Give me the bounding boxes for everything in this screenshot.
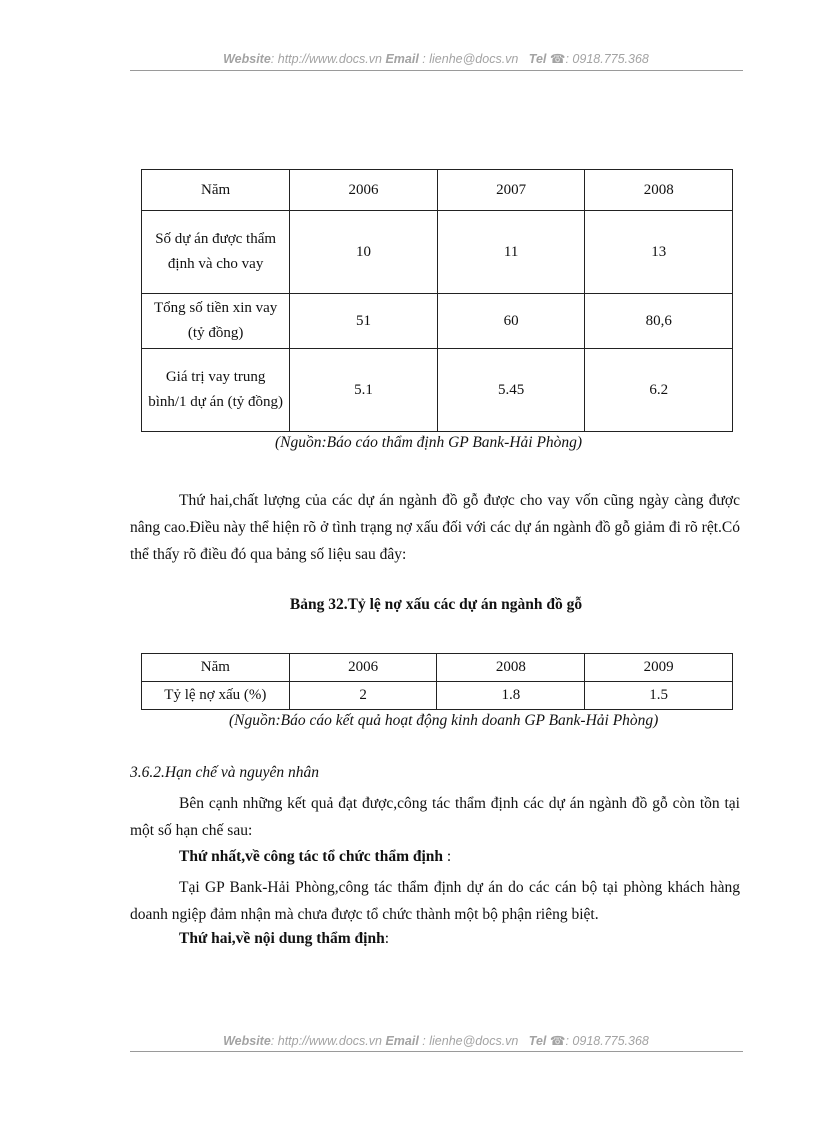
footer-website-label: Website (223, 1034, 271, 1048)
table-row (142, 211, 733, 294)
header-website-value[interactable]: : http://www.docs.vn (270, 52, 382, 66)
table-cell: 1.5 (585, 682, 733, 710)
table1-source: (Nguồn:Báo cáo thẩm định GP Bank-Hải Phòng) (275, 434, 583, 451)
table-cell: 13 (585, 211, 733, 294)
point-two-heading (179, 930, 389, 948)
table-cell: 2008 (585, 170, 733, 211)
footer-divider (130, 1051, 743, 1052)
projects-table (141, 169, 733, 432)
bad-debt-table (141, 653, 733, 710)
header-divider (130, 70, 743, 71)
table-cell: 80,6 (585, 294, 733, 349)
point-two-suffix: : (384, 930, 390, 947)
footer-website-value[interactable]: : http://www.docs.vn (270, 1034, 382, 1048)
header-email-value[interactable]: : lienhe@docs.vn (422, 52, 519, 66)
section-title: 3.6.2.Hạn chế và nguyên nhân (130, 764, 319, 781)
header-email-label: Email (385, 52, 419, 66)
table-cell: Số dự án được thẩm định và cho vay (142, 211, 290, 294)
phone-icon: ☎ (549, 52, 566, 66)
table-cell: 2006 (289, 654, 437, 682)
table-row (142, 294, 733, 349)
table-cell: Tổng số tiền xin vay (tỷ đồng) (142, 294, 290, 349)
point-one-heading (179, 848, 451, 866)
table-cell: 10 (290, 211, 438, 294)
table-cell: 2009 (585, 654, 733, 682)
table-row (142, 654, 733, 682)
phone-icon: ☎ (549, 1034, 566, 1048)
table-row (142, 170, 733, 211)
table2-source: (Nguồn:Báo cáo kết quả hoạt động kinh doanh GP Bank-Hải Phòng) (229, 712, 659, 729)
page-footer (130, 1033, 742, 1048)
table-cell: Năm (142, 654, 290, 682)
point-one-label: Thứ nhất,về công tác tổ chức thẩm định (179, 848, 444, 865)
section-intro: Bên cạnh những kết quả đạt được,công tác thẩm định các dự án ngành đồ gỗ còn tồn tại một số hạn chế sau: (130, 795, 740, 839)
table-cell: 2 (289, 682, 437, 710)
table-cell: 2007 (437, 170, 585, 211)
table-cell: 6.2 (585, 349, 733, 432)
table-cell: 2008 (437, 654, 585, 682)
page-header (130, 51, 742, 66)
table-cell: 5.1 (290, 349, 438, 432)
table-cell: 11 (437, 211, 585, 294)
header-website-label: Website (223, 52, 271, 66)
footer-email-value[interactable]: : lienhe@docs.vn (422, 1034, 519, 1048)
footer-tel-value: : 0918.775.368 (565, 1034, 649, 1048)
table-cell: 51 (290, 294, 438, 349)
table-cell: 60 (437, 294, 585, 349)
table-cell: Tỷ lệ nợ xấu (%) (142, 682, 290, 710)
header-tel-value: : 0918.775.368 (565, 52, 649, 66)
table-cell: 2006 (290, 170, 438, 211)
point-one-text: Tại GP Bank-Hải Phòng,công tác thẩm định dự án do các cán bộ tại phòng khách hàng doanh ngiệp đảm nhận mà chưa được tổ chức thành một bộ phận riêng biệt. (130, 879, 740, 923)
header-tel-label: Tel (528, 52, 547, 66)
table-row (142, 349, 733, 432)
table2-caption: Bảng 32.Tỷ lệ nợ xấu các dự án ngành đồ gỗ (289, 596, 583, 613)
footer-email-label: Email (385, 1034, 419, 1048)
table-cell: Năm (142, 170, 290, 211)
body-paragraph: Thứ hai,chất lượng của các dự án ngành đồ gỗ được cho vay vốn cũng ngày càng được nâng cao.Điều này thể hiện rõ ở tình trạng nợ xấu đối với các dự án ngành đồ gỗ giảm đi rõ rệt.Có thể thấy rõ điều đó qua bảng số liệu sau đây: (130, 492, 740, 563)
table-cell: 5.45 (437, 349, 585, 432)
table-cell: 1.8 (437, 682, 585, 710)
point-one-suffix: : (443, 848, 452, 865)
table-cell: Giá trị vay trung bình/1 dự án (tỷ đồng) (142, 349, 290, 432)
point-two-label: Thứ hai,về nội dung thẩm định (179, 930, 385, 947)
table-row (142, 682, 733, 710)
footer-tel-label: Tel (528, 1034, 547, 1048)
